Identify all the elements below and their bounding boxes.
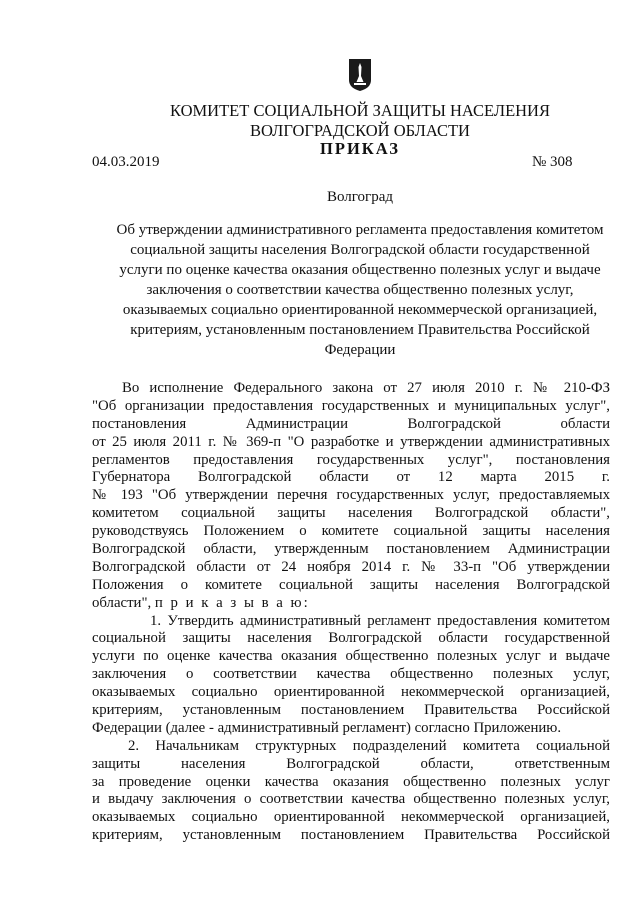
- body-line: оказываемых социально ориентированной некоммерческой организацией,: [92, 684, 610, 701]
- subject-line: Об утверждении административного регламента предоставления комитетом: [116, 222, 604, 238]
- body-line: заключения о соответствии качества общественно полезных услуг,: [92, 666, 610, 683]
- body-line: критериям, установленным постановлением Правительства Российской: [92, 827, 610, 844]
- body-line: критериям, установленным постановлением Правительства Российской: [92, 702, 610, 719]
- prikazyvayu-word: п р и к а з ы в а ю:: [154, 594, 310, 611]
- order-body: [92, 380, 610, 845]
- body-line: комитетом социальной защиты населения Волгоградской области",: [92, 505, 610, 522]
- document-type-title: ПРИКАЗ: [320, 139, 400, 158]
- body-line: 1. Утвердить административный регламент предоставления комитетом: [150, 612, 610, 629]
- body-line: Губернатора Волгоградской области от 12 марта 2015 г.: [92, 469, 610, 486]
- subject-line: оказываемых социально ориентированной некоммерческой организацией,: [122, 302, 598, 318]
- order-subject: [86, 220, 634, 360]
- body-line: услуги по оценке качества оказания общественно полезных услуг и выдаче: [92, 648, 610, 665]
- body-line: Федерации (далее - административный регламент) согласно Приложению.: [92, 719, 562, 736]
- body-line: оказываемых социально ориентированной некоммерческой организацией,: [92, 809, 610, 826]
- body-line: № 193 "Об утверждении перечня государственных услуг, предоставляемых: [92, 487, 610, 504]
- subject-line: критериям, установленным постановлением Правительства Российской: [130, 322, 590, 338]
- subject-line: заключения о соответствии качества общественно полезных услуг,: [146, 282, 574, 298]
- committee-name-line1: КОМИТЕТ СОЦИАЛЬНОЙ ЗАЩИТЫ НАСЕЛЕНИЯ: [170, 101, 550, 120]
- body-line: Волгоградской области от 24 ноября 2014 г. № 33-п "Об утверждении: [92, 558, 610, 575]
- order-number: № 308: [532, 154, 573, 170]
- body-line: регламентов предоставления государственных услуг", постановления: [92, 451, 610, 468]
- body-line: 2. Начальникам структурных подразделений комитета социальной: [128, 737, 610, 754]
- subject-line: Федерации: [324, 342, 396, 358]
- committee-name-line2: ВОЛГОГРАДСКОЙ ОБЛАСТИ: [250, 121, 470, 140]
- body-line-prikazyvayu: области", п р и к а з ы в а ю:: [92, 594, 310, 611]
- city-name: Волгоград: [326, 189, 393, 205]
- body-line: постановления Администрации Волгоградской области: [92, 415, 610, 432]
- body-line: Во исполнение Федерального закона от 27 июля 2010 г. № 210-ФЗ: [122, 380, 610, 396]
- body-line: Волгоградской области, утвержденным постановлением Администрации: [92, 541, 610, 558]
- body-line: за проведение оценки качества оказания общественно полезных услуг: [92, 773, 610, 790]
- order-date: 04.03.2019: [92, 154, 160, 170]
- subject-line: социальной защиты населения Волгоградской области государственной: [130, 242, 590, 258]
- coat-of-arms-icon: [348, 58, 372, 92]
- body-line: и выдачу заключения о соответствии качества общественно полезных услуг,: [92, 791, 610, 808]
- body-line: социальной защиты населения Волгоградской области государственной: [92, 630, 610, 647]
- body-line: защиты населения Волгоградской области, ответственным: [92, 755, 610, 772]
- body-line: Положения о комитете социальной защиты населения Волгоградской: [92, 576, 610, 593]
- body-line: руководствуясь Положением о комитете социальной защиты населения: [92, 523, 610, 540]
- subject-line: услуги по оценке качества оказания общественно полезных услуг и выдаче: [119, 262, 601, 278]
- body-line: от 25 июля 2011 г. № 369-п "О разработке и утверждении административных: [92, 433, 610, 450]
- body-line: "Об организации предоставления государственных и муниципальных услуг",: [92, 397, 610, 414]
